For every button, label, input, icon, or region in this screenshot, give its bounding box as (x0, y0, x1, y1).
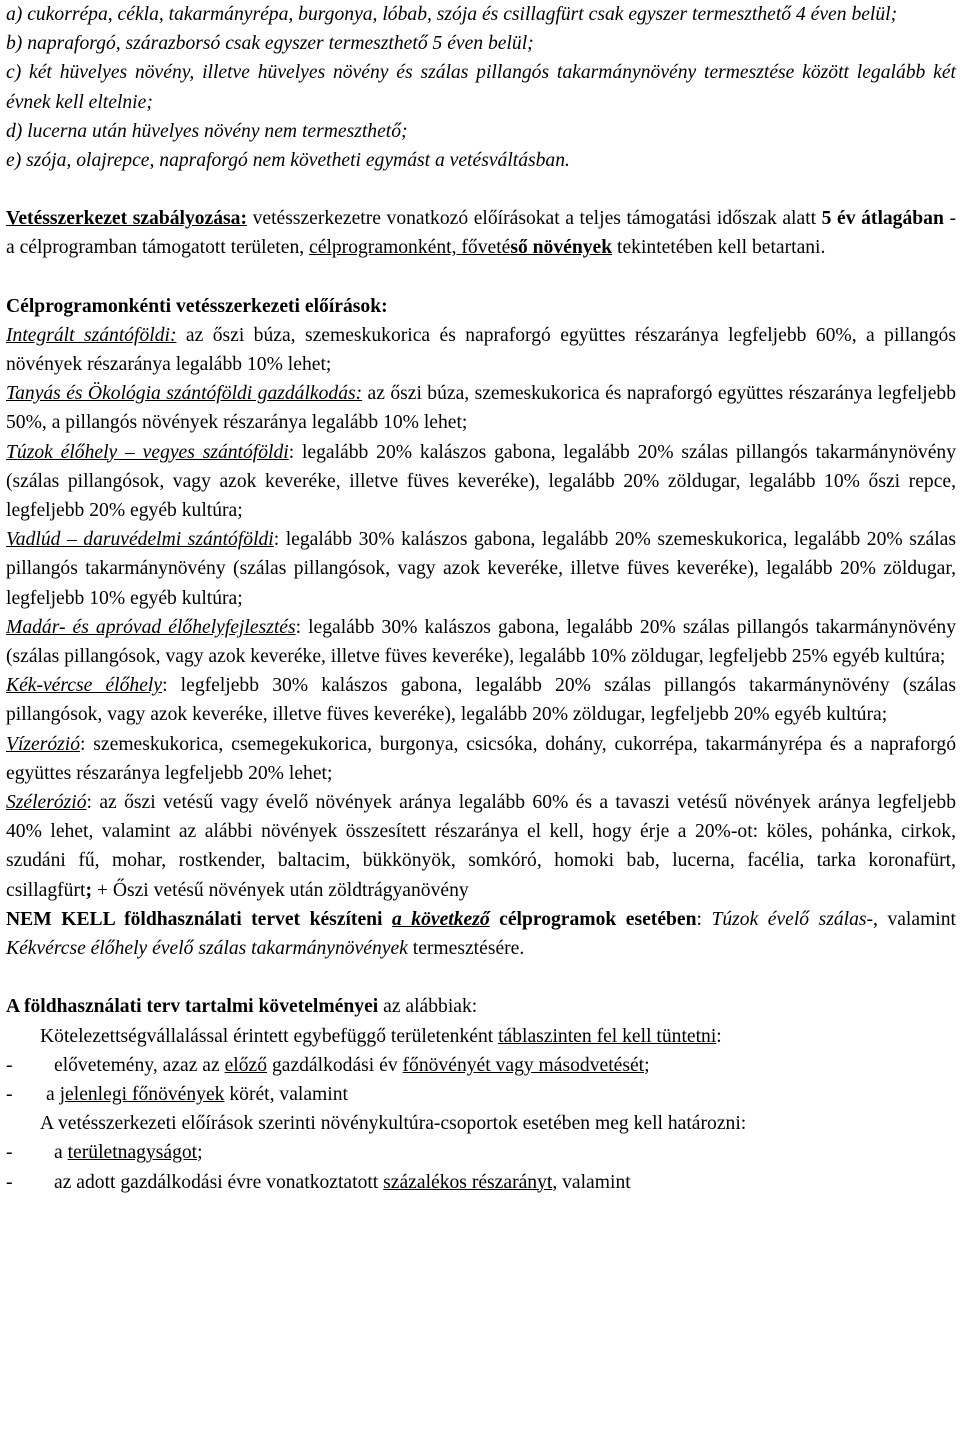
plan-line-1: Kötelezettségvállalással érintett egybefüggő területenként táblaszinten fel kell tüntetni: (40, 1025, 722, 1047)
programs-heading: Célprogramonkénti vetésszerkezeti előírások: (6, 295, 388, 317)
program-name: Túzok élőhely – vegyes szántóföldi (6, 441, 289, 463)
five-year-average: 5 év átlagában (821, 208, 944, 230)
rule-e: e) szója, olajrepce, napraforgó nem követheti egymást a vetésváltásban. (6, 150, 570, 172)
regulation-title: Vetésszerkezet szabályozása: (6, 208, 247, 230)
rule-d: d) lucerna után hüvelyes növény nem termeszthető; (6, 120, 408, 142)
program-name: Kék-vércse élőhely (6, 675, 163, 697)
program-name: Integrált szántóföldi: (6, 324, 177, 346)
no-plan-needed-paragraph: NEM KELL földhasználati tervet készíteni a következő célprogramok esetében: Túzok évelő szálas-, valamint Kékvércse élőhely évelő szálas takarmánynövények termesztésére. (6, 908, 956, 960)
program-name: Madár- és apróvad élőhelyfejlesztés (6, 616, 296, 638)
rule-a: a) cukorrépa, cékla, takarmányrépa, burgonya, lóbab, szója és csillagfürt csak egyszer termeszthető 4 éven belül; (6, 4, 898, 25)
program-name: Vízerózió (6, 733, 81, 755)
rule-b: b) napraforgó, szárazborsó csak egyszer termeszthető 5 éven belül; (6, 33, 534, 55)
rule-c: c) két hüvelyes növény, illetve hüvelyes növény és szálas pillangós takarmánynövény termesztése között legalább két évnek kell eltelnie; (6, 62, 956, 113)
per-program-main-crops: célprogramonként, fővetéső növények (309, 237, 613, 259)
list-item: - a területnagyságot; (6, 1138, 956, 1167)
program-tuzok: Túzok élőhely – vegyes szántóföldi: legalább 20% kalászos gabona, legalább 20% szálas pillangós takarmánynövény (szálas pillangósok, vagy azok keveréke, illetve füves keveréke), legalább 20% zöldugar, legalább 10% őszi repce, legfeljebb 20% egyéb kultúra; (6, 441, 956, 522)
plan-line-2: A vetésszerkezeti előírások szerinti növénykultúra-csoportok esetében meg kell határozni: (40, 1113, 747, 1135)
program-name: Tanyás és Ökológia szántóföldi gazdálkodás: (6, 383, 363, 405)
dash-marker: - (6, 1171, 13, 1193)
dash-marker: - (6, 1142, 13, 1164)
program-name: Szélerózió (6, 792, 87, 814)
program-name: Vadlúd – daruvédelmi szántóföldi (6, 529, 274, 551)
list-item: - az adott gazdálkodási évre vonatkoztatott százalékos részarányt, valamint (6, 1168, 956, 1197)
plan-requirements-heading: A földhasználati terv tartalmi követelményei az alábbiak: (6, 996, 478, 1018)
list-item: - elővetemény, azaz az előző gazdálkodási év főnövényét vagy másodvetését; (6, 1051, 956, 1080)
program-tanyas-okologia: Tanyás és Ökológia szántóföldi gazdálkodás: az őszi búza, szemeskukorica és napraforgó együttes részaránya legfeljebb 50%, a pillangós növények részaránya legalább 10% lehet; (6, 383, 956, 434)
rotation-rules (6, 0, 956, 175)
program-vizerozio: Vízerózió: szemeskukorica, csemegekukorica, burgonya, csicsóka, dohány, cukorrépa, takarmányrépa és a napraforgó együttes részaránya legfeljebb 20% lehet; (6, 733, 956, 784)
list-item: - a jelenlegi főnövények körét, valamint (6, 1080, 956, 1109)
program-szelerozio: Szélerózió: az őszi vetésű vagy évelő növények aránya legalább 60% és a tavaszi vetésű növények aránya legfeljebb 40% lehet, valamint az alábbi növények összesített részaránya el kell, hogy érje a 20%-ot: köles, pohánka, cirkok, szudáni fű, mohar, rostkender, baltacim, bükkönyök, somkóró, homoki bab, lucerna, facélia, tarka koronafürt, csillagfürt; + Őszi vetésű növények után zöldtrágyanövény (6, 792, 956, 901)
dash-marker: - (6, 1083, 13, 1105)
program-integrated: Integrált szántóföldi: az őszi búza, szemeskukorica és napraforgó együttes részaránya legfeljebb 60%, a pillangós növények részaránya legalább 10% lehet; (6, 324, 956, 376)
program-vadlud: Vadlúd – daruvédelmi szántóföldi: legalább 30% kalászos gabona, legalább 20% szemeskukorica, legalább 20% szálas pillangós takarmánynövény (szálas pillangósok, vagy azok keveréke, illetve füves keveréke), legalább 20% zöldugar, legfeljebb 10% egyéb kultúra; (6, 529, 956, 609)
dash-marker: - (6, 1054, 13, 1076)
regulation-paragraph: Vetésszerkezet szabályozása: vetésszerkezetre vonatkozó előírásokat a teljes támogatási időszak alatt 5 év átlagában - a célprogramban támogatott területen, célprogramonként, fővetéső növények tekintetében kell betartani. (6, 208, 956, 259)
program-madar-aprovad: Madár- és apróvad élőhelyfejlesztés: legalább 30% kalászos gabona, legalább 20% szálas pillangós takarmánynövény (szálas pillangósok, vagy azok keveréke, illetve füves keveréke), legalább 10% zöldugar, legfeljebb 25% egyéb kultúra; (6, 616, 956, 668)
program-kek-vercse: Kék-vércse élőhely: legfeljebb 30% kalászos gabona, legalább 20% szálas pillangós takarmánynövény (szálas pillangósok, vagy azok keveréke, illetve füves keveréke), legalább 20% zöldugar, legfeljebb 20% egyéb kultúra; (6, 675, 956, 726)
